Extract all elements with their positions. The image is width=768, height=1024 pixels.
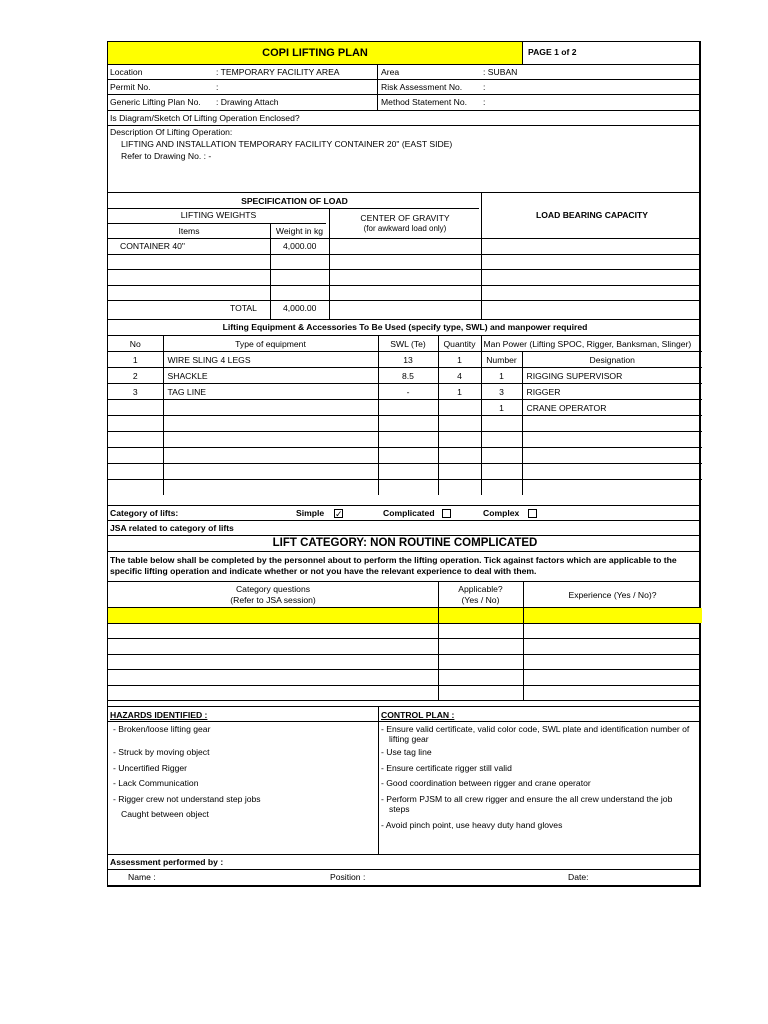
questions-header-2: (Refer to JSA session) (230, 595, 316, 605)
description-line-1[interactable]: LIFTING AND INSTALLATION TEMPORARY FACILITY CONTAINER 20" (EAST SIDE) (121, 139, 453, 149)
highlight-row (108, 608, 702, 623)
hazard-control-section (108, 707, 699, 855)
col-manpower: Man Power (Lifting SPOC, Rigger, Banksman, Slinger) (481, 336, 702, 352)
location-value[interactable]: : TEMPORARY FACILITY AREA (216, 67, 340, 77)
spec-title: SPECIFICATION OF LOAD (241, 196, 348, 206)
hazard-item: - Lack Communication (113, 778, 199, 788)
table-row (108, 432, 702, 448)
permit-row (108, 80, 699, 95)
description-label: Description Of Lifting Operation: (110, 127, 233, 137)
description-row (108, 126, 699, 193)
load-item-name[interactable]: CONTAINER 40" (120, 241, 185, 251)
permit-label: Permit No. (110, 82, 151, 92)
total-value[interactable]: 4,000.00 (283, 303, 317, 313)
instruction-row (108, 552, 699, 582)
questions-header-1: Category questions (235, 584, 311, 594)
control-item: - Perform PJSM to all crew rigger and ensure the all crew understand the job (381, 794, 673, 804)
total-label: TOTAL (230, 303, 257, 313)
equipment-table (108, 336, 702, 495)
control-item: - Use tag line (381, 747, 432, 757)
simple-label: Simple (296, 508, 325, 518)
signature-row (108, 870, 699, 885)
table-row (108, 480, 702, 496)
category-row (108, 506, 699, 521)
lift-category-title: LIFT CATEGORY: NON ROUTINE COMPLICATED (272, 537, 538, 549)
jsa-row (108, 521, 699, 536)
description-line-2[interactable]: Refer to Drawing No. : - (121, 151, 212, 161)
control-item: lifting gear (389, 734, 429, 744)
risk-value[interactable]: : (483, 82, 486, 92)
form-sheet (107, 41, 701, 887)
col-no: No (129, 338, 141, 349)
complicated-checkbox[interactable] (442, 508, 451, 518)
complicated-label: Complicated (383, 508, 435, 518)
location-row (108, 65, 699, 80)
applicable-header-2: (Yes / No) (461, 595, 500, 605)
weight-header: Weight in kg (275, 226, 324, 236)
table-row: 3 TAG LINE - 1 3 RIGGER (108, 384, 702, 400)
hazard-item: Caught between object (121, 809, 209, 819)
load-bearing-title: LOAD BEARING CAPACITY (535, 210, 649, 220)
lift-category-row (108, 536, 699, 552)
table-row: 1 CRANE OPERATOR (108, 400, 702, 416)
form-title: COPI LIFTING PLAN (262, 47, 368, 59)
table-row (108, 464, 702, 480)
location-label: Location (110, 67, 143, 77)
simple-checkbox[interactable] (334, 508, 343, 518)
col-type: Type of equipment (163, 336, 378, 352)
name-field[interactable]: Name : (128, 872, 156, 882)
jsa-label: JSA related to category of lifts (110, 523, 234, 533)
control-item: - Good coordination between rigger and crane operator (381, 778, 591, 788)
control-item: - Ensure certificate rigger still valid (381, 763, 512, 773)
permit-value[interactable]: : (216, 82, 219, 92)
area-label: Area (381, 67, 400, 77)
risk-label: Risk Assessment No. (381, 82, 463, 92)
equipment-title: Lifting Equipment & Accessories To Be Used (specify type, SWL) and manpower required (222, 322, 588, 332)
load-item-weight[interactable]: 4,000.00 (283, 241, 317, 251)
applicable-header-1: Applicable? (458, 584, 503, 594)
hazard-item: - Struck by moving object (113, 747, 210, 757)
page-number: PAGE 1 of 2 (528, 47, 577, 57)
hazards-title: HAZARDS IDENTIFIED : (110, 710, 208, 720)
method-label: Method Statement No. (381, 97, 467, 107)
equipment-section (108, 336, 699, 506)
questions-section (108, 582, 699, 707)
col-swl: SWL (Te) (378, 336, 438, 352)
control-item: - Avoid pinch point, use heavy duty hand gloves (381, 820, 563, 830)
generic-value[interactable]: : Drawing Attach (216, 97, 279, 107)
load-spec-section (108, 193, 699, 320)
col-number: Number (481, 352, 522, 368)
lifting-weights-title: LIFTING WEIGHTS (180, 210, 257, 220)
equipment-title-row (108, 320, 699, 336)
instruction-text: The table below shall be completed by the personnel about to perform the lifting operation. Tick against factors which are applicable to the specific lifting operation and indicate whether or not you have the relevant experience to deal with them. (110, 555, 677, 576)
assessment-row (108, 855, 699, 870)
hazard-item: - Uncertified Rigger (113, 763, 188, 773)
generic-label: Generic Lifting Plan No. (110, 97, 201, 107)
lifting-plan-form (107, 41, 701, 887)
diagram-row (108, 111, 699, 126)
assessment-title: Assessment performed by : (110, 857, 224, 867)
table-row (108, 448, 702, 464)
complex-checkbox[interactable] (528, 508, 537, 518)
title-row (108, 42, 699, 65)
equipment-header-row (108, 336, 702, 352)
col-designation: Designation (522, 352, 702, 368)
control-title: CONTROL PLAN : (381, 710, 455, 720)
date-field[interactable]: Date: (568, 872, 589, 882)
position-field[interactable]: Position : (330, 872, 366, 882)
control-item: steps (389, 804, 410, 814)
items-header: Items (178, 226, 200, 236)
hazard-item: - Broken/loose lifting gear (113, 724, 211, 734)
generic-row (108, 95, 699, 111)
col-quantity: Quantity (438, 336, 481, 352)
area-value[interactable]: : SUBAN (483, 67, 518, 77)
table-row: 1 WIRE SLING 4 LEGS 13 1 Number Designation (108, 352, 702, 368)
cog-label-2: (for awkward load only) (363, 224, 447, 233)
complex-label: Complex (483, 508, 520, 518)
experience-header: Experience (Yes / No)? (568, 590, 657, 600)
diagram-question: Is Diagram/Sketch Of Lifting Operation Enclosed? (110, 113, 300, 123)
method-value[interactable]: : (483, 97, 486, 107)
cog-label-1: CENTER OF GRAVITY (360, 213, 450, 223)
table-row (108, 416, 702, 432)
control-item: - Ensure valid certificate, valid color code, SWL plate and identification number of (381, 724, 690, 734)
hazard-item: - Rigger crew not understand step jobs (113, 794, 261, 804)
category-label: Category of lifts: (110, 508, 179, 518)
table-row: 2 SHACKLE 8.5 4 1 RIGGING SUPERVISOR (108, 368, 702, 384)
check-icon: ✓ (335, 509, 343, 520)
